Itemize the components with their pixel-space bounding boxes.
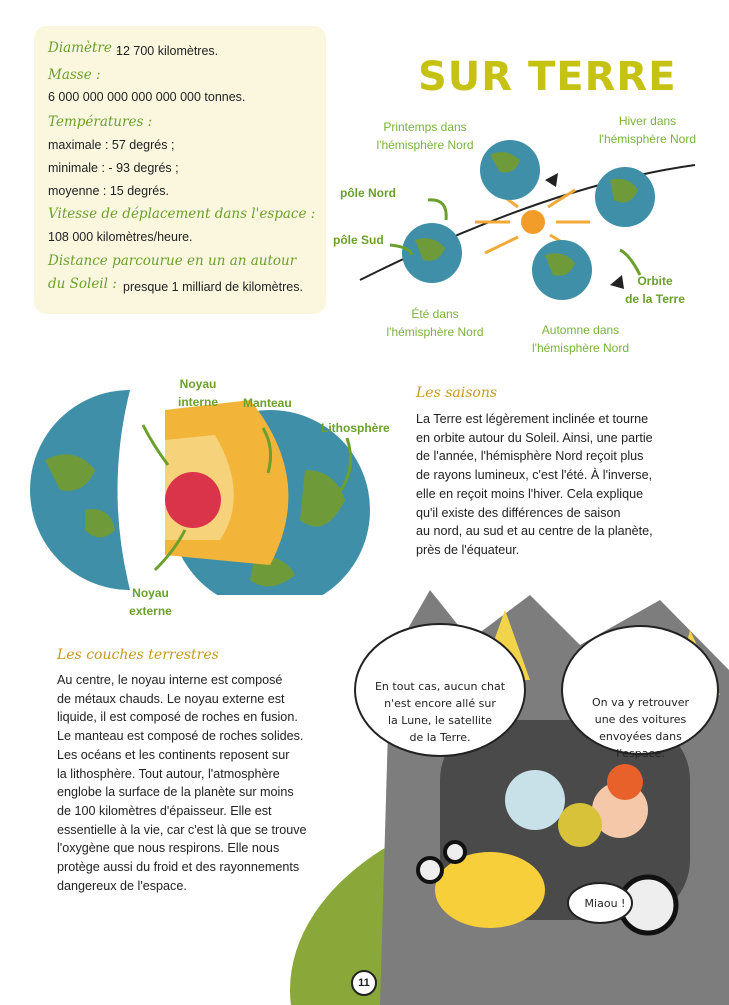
diametre-value: 12 700 kilomètres.: [116, 44, 219, 58]
sun-icon: [521, 210, 545, 234]
distance-label-2: du Soleil :: [48, 276, 117, 292]
bubble-miaou-text: Miaou !: [584, 897, 626, 910]
label-pole-nord: pôle Nord: [340, 186, 396, 200]
label-noyau-interne: Noyau interne: [177, 377, 218, 409]
earth-automne-icon: [532, 240, 592, 300]
bubble-chat-text: En tout cas, aucun chat n'est encore allé sur la Lune, le satellite de la Terre.: [374, 680, 506, 744]
noyau-interne-core: [165, 472, 221, 528]
earth-layers-illustration: [15, 380, 380, 595]
eye-icon: [418, 858, 442, 882]
page-title: SUR TERRE: [418, 54, 677, 100]
earth-hiver-icon: [595, 167, 655, 227]
saisons-paragraph: La Terre est légèrement inclinée et tourne en orbite autour du Soleil. Ainsi, une partie de l'année, l'hémisphère Nord reçoit plus de rayons lumineux, c'est l'été. À l'inverse, elle en reçoit moins l'hiver. Cela explique qu'il existe des différences de saison au nord, au sud et au centre de la planète, près de l'équateur.: [416, 412, 653, 557]
pole-nord-arrow-icon: [428, 200, 446, 220]
eye-icon: [445, 842, 465, 862]
earth-left-half: [30, 390, 130, 590]
label-manteau: Manteau: [243, 396, 292, 410]
bubble-voiture-text: On va y retrouver une des voitures envoyées dans l'espace.: [591, 696, 690, 760]
astronaut-hair: [607, 764, 643, 800]
label-lithosphere: Lithosphère: [321, 421, 390, 435]
label-automne: Automne dans l'hémisphère Nord: [531, 323, 629, 355]
label-pole-sud: pôle Sud: [333, 233, 384, 247]
label-hiver: Hiver dans l'hémisphère Nord: [598, 114, 696, 146]
couches-heading: Les couches terrestres: [57, 647, 219, 663]
couches-paragraph: Au centre, le noyau interne est composé de métaux chauds. Le noyau externe est liquide, il est composé de roches en fusion. Le manteau est composé de roches solides. Les océans et les continents reposent sur la lithosphère. Tout autour, l'atmosphère englobe la surface de la planète sur moins de 100 kilomètres d'épaisseur. Elle est essentielle à la vie, car c'est là que se trouve l'oxygène que nous respirons. Elle nous protège aussi du froid et des rayonnements dangereux de l'espace.: [57, 673, 307, 893]
masse-value: 6 000 000 000 000 000 000 tonnes.: [48, 90, 246, 104]
cat-pilot: [558, 803, 602, 847]
cartoon-illustration: [280, 590, 729, 1005]
noyau-interne-arrow-icon: [143, 425, 168, 465]
label-ete: Été dans l'hémisphère Nord: [386, 307, 484, 339]
earth-printemps-icon: [480, 140, 540, 200]
temp-max: maximale : 57 degrés ;: [48, 138, 175, 152]
orbit-arrow-icon: [545, 173, 558, 187]
distance-value: presque 1 milliard de kilomètres.: [123, 280, 303, 294]
masse-label: Masse :: [48, 67, 101, 83]
distance-label-1: Distance parcourue en un an autour: [48, 253, 297, 269]
diametre-label: Diamètre :: [48, 40, 121, 56]
astronaut-helmet: [505, 770, 565, 830]
temperatures-label: Températures :: [48, 114, 153, 130]
label-orbite: Orbite de la Terre: [625, 274, 685, 306]
vitesse-value: 108 000 kilomètres/heure.: [48, 230, 193, 244]
temp-min: minimale : - 93 degrés ;: [48, 161, 179, 175]
label-noyau-externe: Noyau externe: [129, 586, 172, 618]
temp-moy: moyenne : 15 degrés.: [48, 184, 169, 198]
label-printemps: Printemps dans l'hémisphère Nord: [376, 120, 474, 152]
vitesse-label: Vitesse de déplacement dans l'espace :: [48, 206, 316, 222]
page-number: 11: [351, 970, 377, 996]
saisons-heading: Les saisons: [416, 385, 498, 401]
